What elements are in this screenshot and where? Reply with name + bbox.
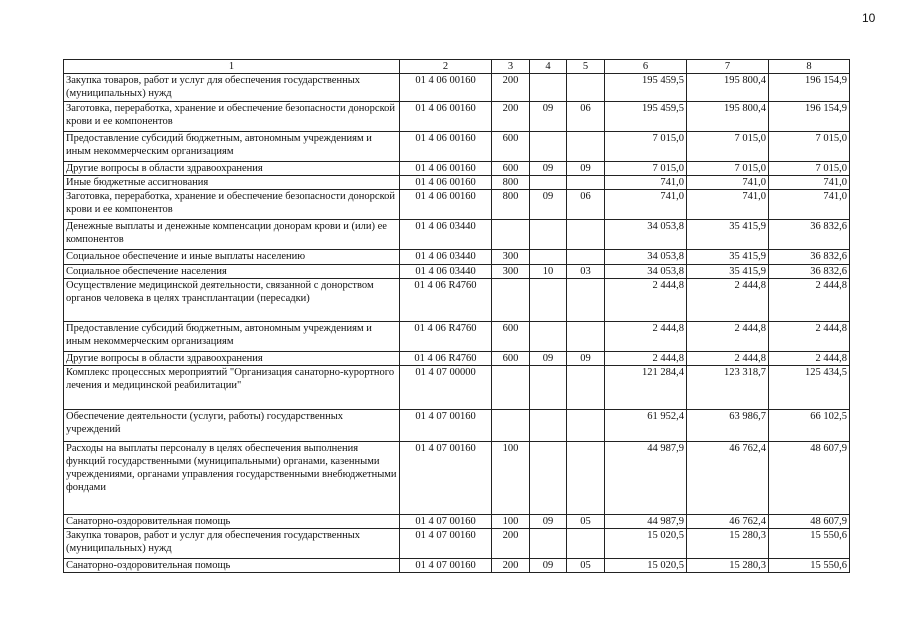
expense-name-cell: Иные бюджетные ассигнования <box>64 176 400 190</box>
subsection-cell <box>567 322 605 352</box>
table-row <box>64 162 850 176</box>
subsection-cell <box>567 410 605 442</box>
page-number: 10 <box>862 11 876 25</box>
subsection-cell <box>567 132 605 162</box>
table-row <box>64 102 850 132</box>
amount-col6-cell: 7 015,0 <box>605 132 687 162</box>
expense-type-cell: 800 <box>492 176 530 190</box>
amount-col6-cell: 15 020,5 <box>605 529 687 559</box>
subsection-cell: 06 <box>567 102 605 132</box>
subsection-cell <box>567 279 605 322</box>
expense-name-cell: Предоставление субсидий бюджетным, автономным учреждениям и иным некоммерческим организациям <box>64 132 400 162</box>
table-row <box>64 442 850 515</box>
amount-col7-cell: 2 444,8 <box>687 352 769 366</box>
amount-col7-cell: 195 800,4 <box>687 102 769 132</box>
expense-type-cell <box>492 366 530 410</box>
table-row <box>64 176 850 190</box>
expense-name-cell: Комплекс процессных мероприятий "Организация санаторно-курортного лечения и медицинской реабилитации" <box>64 366 400 410</box>
table-row <box>64 74 850 102</box>
amount-col6-cell: 741,0 <box>605 190 687 220</box>
program-code-cell: 01 4 06 R4760 <box>400 352 492 366</box>
program-code-cell: 01 4 07 00000 <box>400 366 492 410</box>
program-code-cell: 01 4 07 00160 <box>400 559 492 573</box>
amount-col8-cell: 36 832,6 <box>769 250 850 265</box>
amount-col8-cell: 2 444,8 <box>769 322 850 352</box>
amount-col7-cell: 35 415,9 <box>687 265 769 279</box>
program-code-cell: 01 4 06 00160 <box>400 162 492 176</box>
section-cell <box>530 529 567 559</box>
expense-name-cell: Социальное обеспечение населения <box>64 265 400 279</box>
expense-name-cell: Расходы на выплаты персоналу в целях обеспечения выполнения функций государственными (муниципальными) органами, казенными учреждениями, органами управления государственными внебюджетными фондами <box>64 442 400 515</box>
amount-col7-cell: 15 280,3 <box>687 529 769 559</box>
expense-name-cell: Осуществление медицинской деятельности, связанной с донорством органов человека в целях трансплантации (пересадки) <box>64 279 400 322</box>
table-row <box>64 322 850 352</box>
amount-col6-cell: 61 952,4 <box>605 410 687 442</box>
amount-col7-cell: 7 015,0 <box>687 132 769 162</box>
amount-col8-cell: 15 550,6 <box>769 559 850 573</box>
section-cell: 09 <box>530 515 567 529</box>
amount-col7-cell: 123 318,7 <box>687 366 769 410</box>
section-cell: 09 <box>530 352 567 366</box>
table-row <box>64 529 850 559</box>
section-cell <box>530 366 567 410</box>
expense-type-cell: 100 <box>492 442 530 515</box>
expense-name-cell: Другие вопросы в области здравоохранения <box>64 352 400 366</box>
amount-col6-cell: 741,0 <box>605 176 687 190</box>
subsection-cell: 06 <box>567 190 605 220</box>
program-code-cell: 01 4 06 00160 <box>400 190 492 220</box>
expense-name-cell: Социальное обеспечение и иные выплаты населению <box>64 250 400 265</box>
expense-type-cell: 100 <box>492 515 530 529</box>
expense-name-cell: Санаторно-оздоровительная помощь <box>64 515 400 529</box>
amount-col8-cell: 7 015,0 <box>769 162 850 176</box>
table-row <box>64 190 850 220</box>
section-cell <box>530 176 567 190</box>
expense-type-cell: 800 <box>492 190 530 220</box>
program-code-cell: 01 4 06 00160 <box>400 132 492 162</box>
section-cell: 09 <box>530 102 567 132</box>
column-header: 6 <box>605 60 687 74</box>
amount-col8-cell: 66 102,5 <box>769 410 850 442</box>
amount-col6-cell: 34 053,8 <box>605 265 687 279</box>
table-row <box>64 352 850 366</box>
table-row <box>64 559 850 573</box>
column-header: 1 <box>64 60 400 74</box>
section-cell <box>530 410 567 442</box>
amount-col6-cell: 15 020,5 <box>605 559 687 573</box>
expense-type-cell: 600 <box>492 352 530 366</box>
section-cell: 09 <box>530 190 567 220</box>
amount-col7-cell: 15 280,3 <box>687 559 769 573</box>
program-code-cell: 01 4 06 00160 <box>400 74 492 102</box>
section-cell <box>530 250 567 265</box>
section-cell <box>530 322 567 352</box>
expense-type-cell <box>492 279 530 322</box>
amount-col8-cell: 196 154,9 <box>769 102 850 132</box>
expense-name-cell: Закупка товаров, работ и услуг для обеспечения государственных (муниципальных) нужд <box>64 529 400 559</box>
program-code-cell: 01 4 06 R4760 <box>400 279 492 322</box>
table-row <box>64 250 850 265</box>
amount-col8-cell: 36 832,6 <box>769 265 850 279</box>
program-code-cell: 01 4 07 00160 <box>400 515 492 529</box>
section-cell <box>530 74 567 102</box>
expense-type-cell <box>492 410 530 442</box>
expense-type-cell: 600 <box>492 162 530 176</box>
table-row <box>64 220 850 250</box>
column-header: 4 <box>530 60 567 74</box>
expense-name-cell: Денежные выплаты и денежные компенсации донорам крови и (или) ее компонентов <box>64 220 400 250</box>
expense-type-cell: 300 <box>492 265 530 279</box>
amount-col7-cell: 46 762,4 <box>687 442 769 515</box>
section-cell: 09 <box>530 559 567 573</box>
program-code-cell: 01 4 06 R4760 <box>400 322 492 352</box>
program-code-cell: 01 4 06 03440 <box>400 265 492 279</box>
amount-col6-cell: 7 015,0 <box>605 162 687 176</box>
subsection-cell <box>567 366 605 410</box>
expense-type-cell: 200 <box>492 559 530 573</box>
amount-col8-cell: 741,0 <box>769 190 850 220</box>
subsection-cell <box>567 442 605 515</box>
amount-col8-cell: 196 154,9 <box>769 74 850 102</box>
subsection-cell <box>567 250 605 265</box>
expense-type-cell: 200 <box>492 529 530 559</box>
program-code-cell: 01 4 06 00160 <box>400 176 492 190</box>
program-code-cell: 01 4 06 03440 <box>400 250 492 265</box>
program-code-cell: 01 4 07 00160 <box>400 529 492 559</box>
subsection-cell <box>567 176 605 190</box>
budget-table <box>63 59 850 573</box>
section-cell <box>530 279 567 322</box>
amount-col7-cell: 195 800,4 <box>687 74 769 102</box>
table-row <box>64 515 850 529</box>
expense-type-cell: 200 <box>492 102 530 132</box>
section-cell <box>530 220 567 250</box>
amount-col6-cell: 2 444,8 <box>605 352 687 366</box>
subsection-cell: 03 <box>567 265 605 279</box>
amount-col6-cell: 34 053,8 <box>605 220 687 250</box>
expense-name-cell: Предоставление субсидий бюджетным, автономным учреждениям и иным некоммерческим организациям <box>64 322 400 352</box>
amount-col7-cell: 35 415,9 <box>687 220 769 250</box>
table-row <box>64 410 850 442</box>
amount-col7-cell: 2 444,8 <box>687 322 769 352</box>
column-header: 7 <box>687 60 769 74</box>
expense-name-cell: Заготовка, переработка, хранение и обеспечение безопасности донорской крови и ее компонентов <box>64 102 400 132</box>
amount-col8-cell: 2 444,8 <box>769 279 850 322</box>
amount-col6-cell: 44 987,9 <box>605 442 687 515</box>
amount-col6-cell: 121 284,4 <box>605 366 687 410</box>
expense-name-cell: Другие вопросы в области здравоохранения <box>64 162 400 176</box>
subsection-cell <box>567 529 605 559</box>
program-code-cell: 01 4 06 03440 <box>400 220 492 250</box>
expense-type-cell <box>492 220 530 250</box>
amount-col8-cell: 2 444,8 <box>769 352 850 366</box>
amount-col6-cell: 195 459,5 <box>605 102 687 132</box>
expense-name-cell: Санаторно-оздоровительная помощь <box>64 559 400 573</box>
amount-col7-cell: 7 015,0 <box>687 162 769 176</box>
column-header: 5 <box>567 60 605 74</box>
program-code-cell: 01 4 07 00160 <box>400 442 492 515</box>
expense-type-cell: 600 <box>492 132 530 162</box>
amount-col6-cell: 2 444,8 <box>605 279 687 322</box>
program-code-cell: 01 4 06 00160 <box>400 102 492 132</box>
table-row <box>64 366 850 410</box>
amount-col7-cell: 46 762,4 <box>687 515 769 529</box>
expense-type-cell: 200 <box>492 74 530 102</box>
amount-col8-cell: 48 607,9 <box>769 515 850 529</box>
subsection-cell: 05 <box>567 515 605 529</box>
expense-name-cell: Заготовка, переработка, хранение и обеспечение безопасности донорской крови и ее компонентов <box>64 190 400 220</box>
amount-col8-cell: 15 550,6 <box>769 529 850 559</box>
section-cell: 10 <box>530 265 567 279</box>
table-row <box>64 279 850 322</box>
program-code-cell: 01 4 07 00160 <box>400 410 492 442</box>
amount-col8-cell: 741,0 <box>769 176 850 190</box>
section-cell: 09 <box>530 162 567 176</box>
amount-col8-cell: 7 015,0 <box>769 132 850 162</box>
expense-name-cell: Обеспечение деятельности (услуги, работы) государственных учреждений <box>64 410 400 442</box>
expense-name-cell: Закупка товаров, работ и услуг для обеспечения государственных (муниципальных) нужд <box>64 74 400 102</box>
expense-type-cell: 600 <box>492 322 530 352</box>
table-row <box>64 265 850 279</box>
amount-col7-cell: 63 986,7 <box>687 410 769 442</box>
amount-col8-cell: 36 832,6 <box>769 220 850 250</box>
column-header: 2 <box>400 60 492 74</box>
table-header-row <box>64 60 850 74</box>
amount-col8-cell: 48 607,9 <box>769 442 850 515</box>
amount-col6-cell: 34 053,8 <box>605 250 687 265</box>
amount-col7-cell: 2 444,8 <box>687 279 769 322</box>
amount-col6-cell: 44 987,9 <box>605 515 687 529</box>
amount-col6-cell: 195 459,5 <box>605 74 687 102</box>
section-cell <box>530 132 567 162</box>
subsection-cell: 09 <box>567 162 605 176</box>
amount-col7-cell: 741,0 <box>687 190 769 220</box>
subsection-cell <box>567 220 605 250</box>
table-row <box>64 132 850 162</box>
amount-col6-cell: 2 444,8 <box>605 322 687 352</box>
subsection-cell: 05 <box>567 559 605 573</box>
section-cell <box>530 442 567 515</box>
column-header: 8 <box>769 60 850 74</box>
subsection-cell: 09 <box>567 352 605 366</box>
expense-type-cell: 300 <box>492 250 530 265</box>
subsection-cell <box>567 74 605 102</box>
amount-col7-cell: 35 415,9 <box>687 250 769 265</box>
column-header: 3 <box>492 60 530 74</box>
amount-col8-cell: 125 434,5 <box>769 366 850 410</box>
amount-col7-cell: 741,0 <box>687 176 769 190</box>
